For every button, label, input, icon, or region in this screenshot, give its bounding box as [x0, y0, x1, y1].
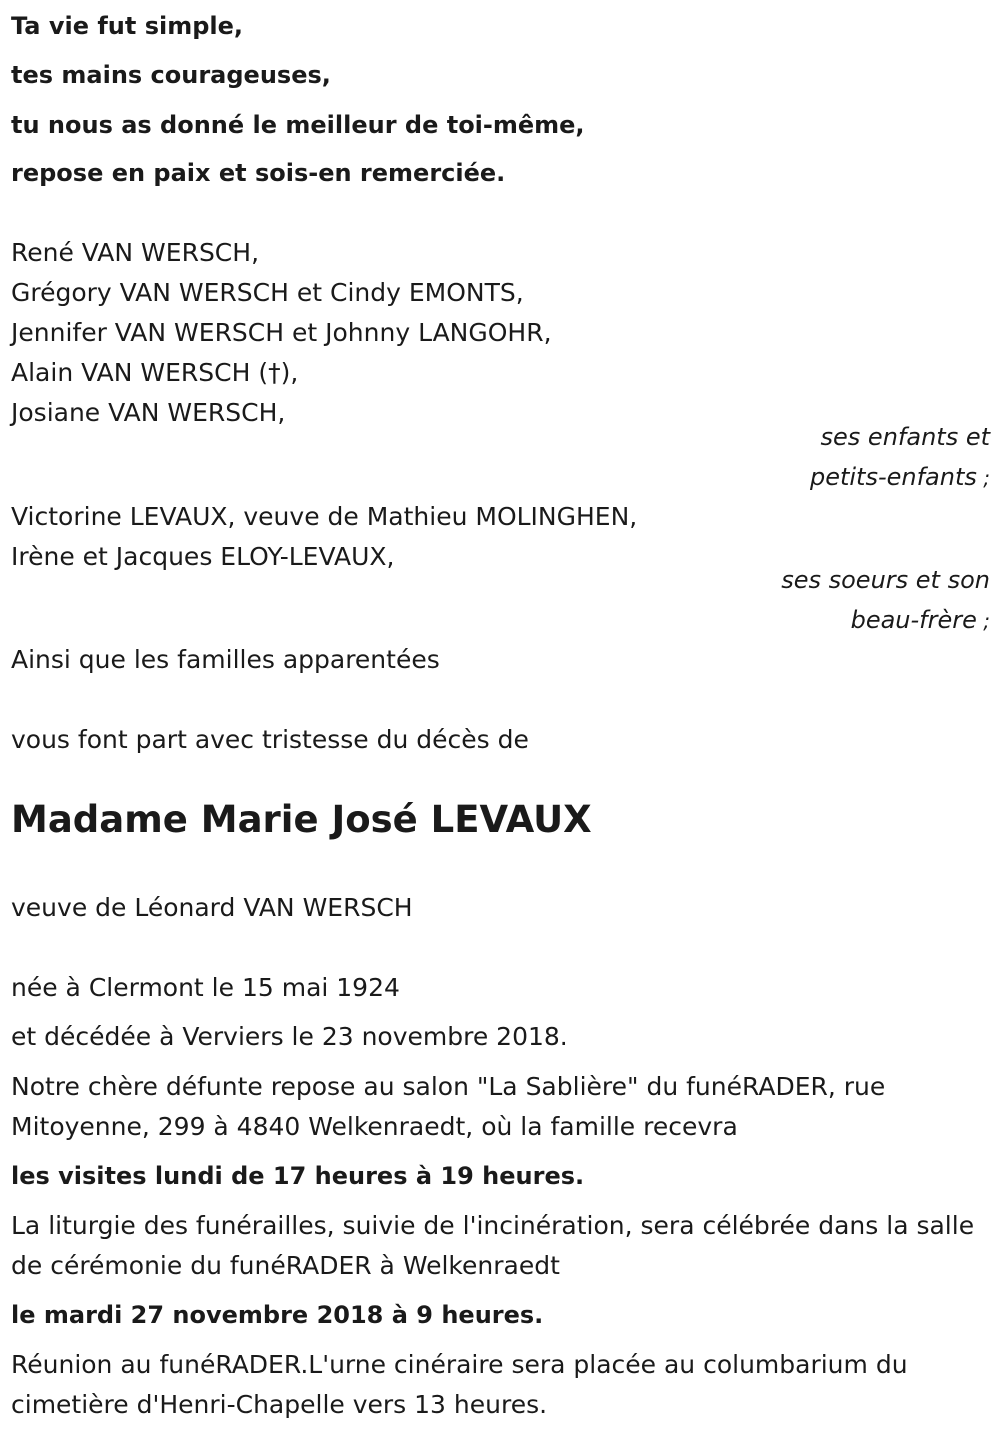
poem-line-1: Ta vie fut simple, [11, 12, 244, 40]
ceremony-date: le mardi 27 novembre 2018 à 9 heures. [11, 1301, 544, 1329]
family-member: Alain VAN WERSCH (†), [11, 358, 299, 387]
visits-info: les visites lundi de 17 heures à 19 heures. [11, 1162, 585, 1190]
related-families: Ainsi que les familles apparentées [11, 645, 440, 674]
siblings-role-line-1: ses soeurs et son [781, 566, 990, 594]
family-member: Jennifer VAN WERSCH et Johnny LANGOHR, [11, 318, 552, 347]
announcement: vous font part avec tristesse du décès de [11, 725, 529, 754]
poem-line-4: repose en paix et sois-en remerciée. [11, 159, 506, 187]
deceased-name: Madame Marie José LEVAUX [11, 798, 592, 841]
family-member: Josiane VAN WERSCH, [11, 398, 286, 427]
widow-of: veuve de Léonard VAN WERSCH [11, 893, 413, 922]
children-role-line-1: ses enfants et [820, 423, 990, 451]
family-member: Victorine LEVAUX, veuve de Mathieu MOLINGHEN, [11, 502, 638, 531]
death-info: et décédée à Verviers le 23 novembre 2018. [11, 1022, 568, 1051]
urn-info: Réunion au funéRADER.L'urne cinéraire sera placée au columbarium du cimetière d'Henri-Chapelle vers 13 heures. [11, 1350, 908, 1419]
birth-info: née à Clermont le 15 mai 1924 [11, 973, 400, 1002]
family-member: Irène et Jacques ELOY-LEVAUX, [11, 542, 395, 571]
siblings-role-line-2: beau-frère ; [850, 606, 990, 634]
resting-place: Notre chère défunte repose au salon "La Sablière" du funéRADER, rue Mitoyenne, 299 à 4840 Welkenraedt, où la famille recevra [11, 1072, 886, 1141]
poem-line-2: tes mains courageuses, [11, 61, 331, 89]
poem-line-3: tu nous as donné le meilleur de toi-même, [11, 111, 585, 139]
family-member: René VAN WERSCH, [11, 238, 260, 267]
family-member: Grégory VAN WERSCH et Cindy EMONTS, [11, 278, 524, 307]
liturgy-info: La liturgie des funérailles, suivie de l'incinération, sera célébrée dans la salle de cérémonie du funéRADER à Welkenraedt [11, 1211, 975, 1280]
children-role-line-2: petits-enfants ; [809, 463, 990, 491]
